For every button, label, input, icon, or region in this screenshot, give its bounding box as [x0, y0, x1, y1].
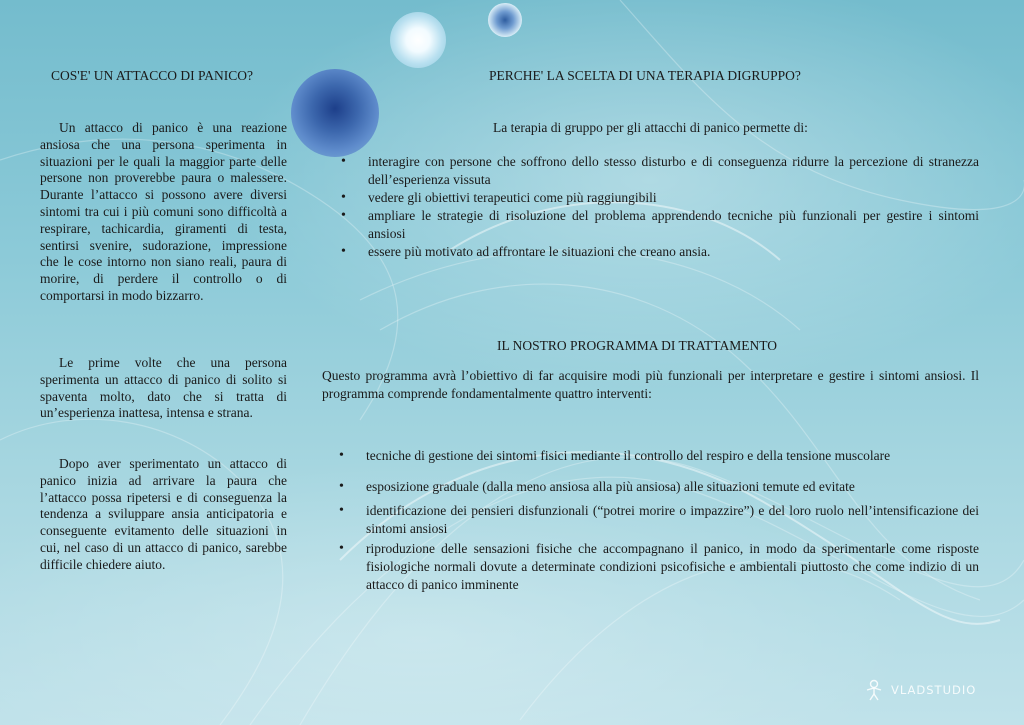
- blue-orb-small: [488, 3, 522, 37]
- intervention-item: • esposizione graduale (dalla meno ansiosa alla più ansiosa) alle situazioni temute ed evitate: [336, 478, 979, 496]
- benefit-item: • ampliare le strategie di risoluzione del problema apprendendo tecniche più funzionali per gestire i sintomi ansiosi: [338, 207, 979, 243]
- intervention-item: • riproduzione delle sensazioni fisiche che accompagnano il panico, in modo da sperimentarle come risposte fisiologiche normali dovute a determinate condizioni psicofisiche e ambientali piuttosto che come indizio di un attacco di panico imminente: [336, 540, 979, 594]
- group-therapy-intro: La terapia di gruppo per gli attacchi di panico permette di:: [493, 120, 808, 135]
- watermark-text: VLADSTUDIO: [891, 683, 977, 697]
- left-paragraph-2: Le prime volte che una persona sperimenta un attacco di panico di solito si spaventa molto, dato che si tratta di un’esperienza inattesa, intensa e strana.: [40, 355, 287, 421]
- left-paragraph-3: Dopo aver sperimentato un attacco di panico inizia ad arrivare la paura che l’attacco possa ripetersi e di conseguenza la tendenza a sviluppare ansia anticipatoria e conseguente evitamento delle situazioni in cui, nel caso di un attacco di panico, sarebbe difficile chiedere aiuto.: [40, 456, 287, 572]
- left-paragraph-1: Un attacco di panico è una reazione ansiosa che una persona sperimenta in situazioni per le quali la maggior parte delle persone non proverebbe paura o malessere. Durante l’attacco si possono avere diversi sintomi tra cui i più comuni sono difficoltà a respirare, tachicardia, giramenti di testa, sentirsi svenire, sudorazione, impressione che le cose intorno non siano reali, paura di morire, di perdere il controllo o di comportarsi in modo bizzarro.: [40, 120, 287, 303]
- white-orb: [390, 12, 446, 68]
- right-heading: PERCHE' LA SCELTA DI UNA TERAPIA DIGRUPPO?: [489, 68, 801, 83]
- program-heading: IL NOSTRO PROGRAMMA DI TRATTAMENTO: [497, 338, 777, 353]
- benefit-item: • interagire con persone che soffrono dello stesso disturbo e di conseguenza ridurre la percezione di stranezza dell’esperienza vissuta: [338, 153, 979, 189]
- vladstudio-watermark: [863, 679, 976, 701]
- benefits-list: [338, 153, 979, 261]
- intervention-item: • identificazione dei pensieri disfunzionali (“potrei morire o impazzire”) e del loro ruolo nell’intensificazione dei sintomi ansiosi: [336, 502, 979, 538]
- program-description: Questo programma avrà l’obiettivo di far acquisire modi più funzionali per interpretare e gestire i sintomi ansiosi. Il programma comprende fondamentalmente quattro interventi:: [322, 368, 979, 401]
- benefit-item: • essere più motivato ad affrontare le situazioni che creano ansia.: [338, 243, 979, 261]
- interventions-list: [336, 447, 979, 594]
- benefit-item: • vedere gli obiettivi terapeutici come più raggiungibili: [338, 189, 979, 207]
- blue-orb-large: [291, 69, 379, 157]
- left-heading: COS'E' UN ATTACCO DI PANICO?: [51, 68, 254, 83]
- figure-logo-icon: [863, 679, 885, 701]
- intervention-item: • tecniche di gestione dei sintomi fisici mediante il controllo del respiro e della tensione muscolare: [336, 447, 979, 465]
